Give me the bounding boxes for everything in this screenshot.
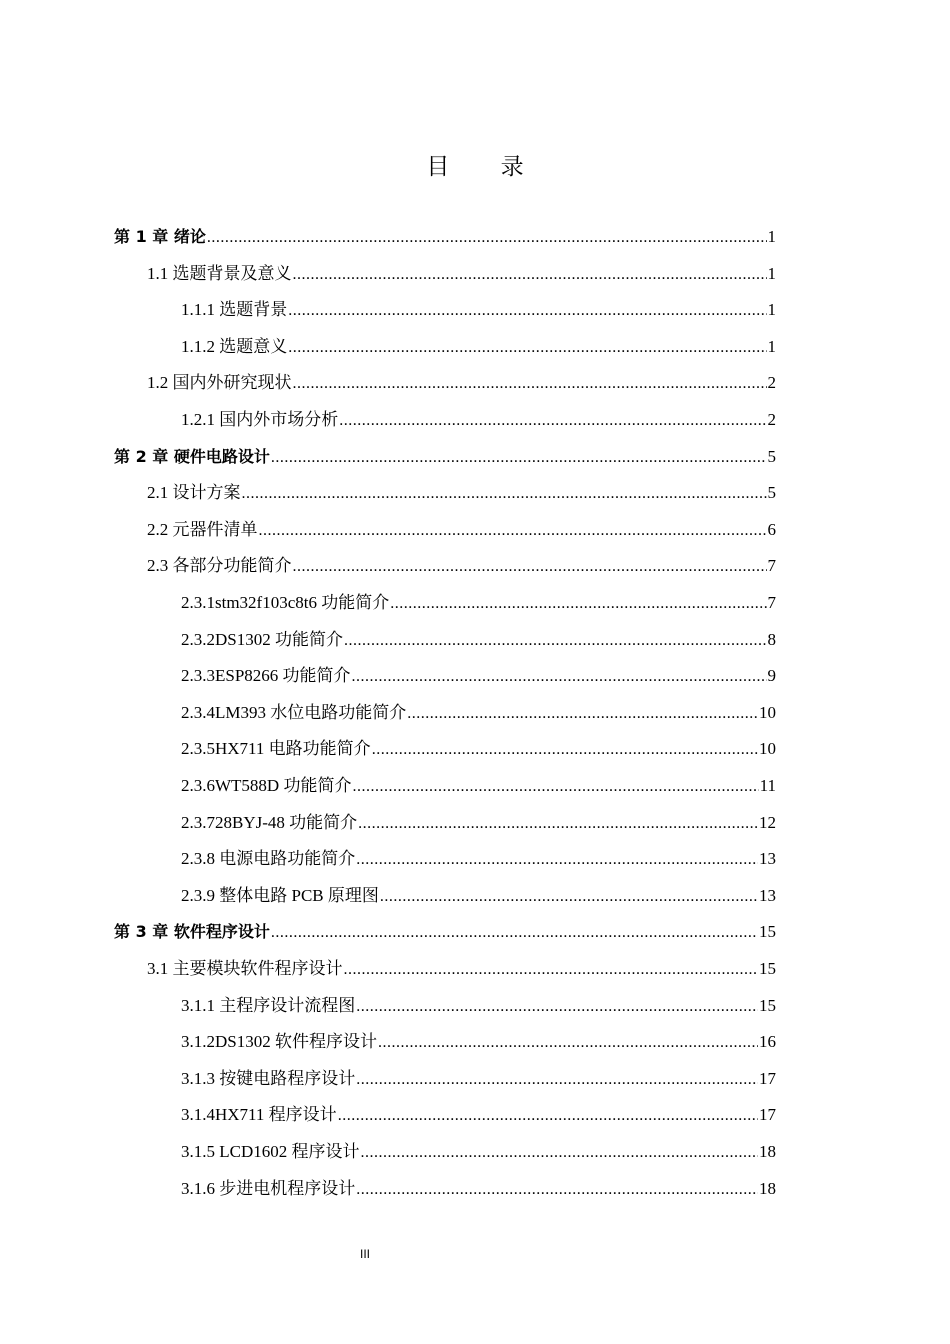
toc-entry-label: 第 1 章 绪论 xyxy=(114,227,206,246)
toc-entry-label: 3.1.4HX711 程序设计 xyxy=(181,1105,337,1125)
toc-entry-page: 2 xyxy=(767,410,776,429)
toc-entry-page: 15 xyxy=(759,922,776,942)
toc-entry[interactable] xyxy=(0,442,776,472)
toc-entry[interactable] xyxy=(0,844,776,874)
toc-dot-leader xyxy=(207,222,767,253)
toc-entry-page: 1 xyxy=(767,227,776,246)
toc-entry-page: 7 xyxy=(767,556,776,576)
toc-entry[interactable] xyxy=(0,588,776,618)
toc-entry-page: 2 xyxy=(767,373,776,393)
toc-entry-page: 5 xyxy=(767,483,776,503)
toc-entry-page: 13 xyxy=(759,885,776,905)
toc-entry-page: 9 xyxy=(767,666,776,686)
toc-entry[interactable] xyxy=(0,259,776,289)
toc-dot-leader xyxy=(407,698,758,729)
toc-dot-leader xyxy=(356,1174,758,1205)
toc-entry[interactable] xyxy=(0,1174,776,1204)
toc-dot-leader xyxy=(338,1100,758,1131)
toc-entry[interactable] xyxy=(0,1064,776,1094)
toc-entry-label: 2.3.728BYJ-48 功能简介 xyxy=(181,812,358,832)
toc-dot-leader xyxy=(288,332,766,363)
toc-dot-leader xyxy=(356,1064,758,1095)
toc-entry[interactable] xyxy=(0,1100,776,1130)
toc-entry-page: 8 xyxy=(767,629,776,649)
toc-entry-page: 10 xyxy=(759,702,776,722)
toc-dot-leader xyxy=(390,588,766,619)
toc-dot-leader xyxy=(271,917,758,948)
toc-entry[interactable] xyxy=(0,405,776,435)
toc-entry-page: 1 xyxy=(767,300,776,320)
toc-entry-label: 3.1 主要模块软件程序设计 xyxy=(147,959,343,978)
toc-dot-leader xyxy=(378,1027,758,1058)
toc-dot-leader xyxy=(293,551,767,582)
toc-entry-label: 2.2 元器件清单 xyxy=(147,519,258,539)
toc-dot-leader xyxy=(293,259,767,290)
toc-entry-label: 2.3.8 电源电路功能简介 xyxy=(181,849,356,869)
toc-entry[interactable] xyxy=(0,478,776,508)
toc-dot-leader xyxy=(358,808,758,839)
toc-dot-leader xyxy=(339,405,766,436)
toc-entry-page: 17 xyxy=(759,1068,776,1088)
toc-entry[interactable] xyxy=(0,954,776,984)
toc-entry[interactable] xyxy=(0,771,776,801)
toc-dot-leader xyxy=(356,991,758,1022)
toc-dot-leader xyxy=(356,844,758,875)
toc-dot-leader xyxy=(242,478,767,509)
toc-entry-label: 1.1.2 选题意义 xyxy=(181,336,288,356)
toc-dot-leader xyxy=(352,771,758,802)
toc-entry[interactable] xyxy=(0,1137,776,1167)
toc-entry[interactable] xyxy=(0,1027,776,1057)
toc-entry[interactable] xyxy=(0,991,776,1021)
page-number-footer: III xyxy=(359,1247,370,1261)
toc-entry-page: 15 xyxy=(759,995,776,1015)
toc-entry-page: 6 xyxy=(767,519,776,539)
toc-entry-label: 3.1.6 步进电机程序设计 xyxy=(181,1178,356,1198)
toc-entry-label: 2.3.5HX711 电路功能简介 xyxy=(181,739,371,759)
toc-dot-leader xyxy=(344,625,767,656)
toc-entry-page: 17 xyxy=(759,1105,776,1125)
toc-entry[interactable] xyxy=(0,368,776,398)
toc-entry[interactable] xyxy=(0,625,776,655)
toc-entry-page: 1 xyxy=(767,336,776,356)
toc-dot-leader xyxy=(361,1137,759,1168)
toc-dot-leader xyxy=(352,661,767,692)
toc-entry-page: 5 xyxy=(767,446,776,466)
toc-dot-leader xyxy=(372,734,758,765)
toc-entry[interactable] xyxy=(0,734,776,764)
toc-entry-label: 3.1.1 主程序设计流程图 xyxy=(181,995,356,1015)
toc-dot-leader xyxy=(344,954,759,985)
toc-entry-label: 3.1.2DS1302 软件程序设计 xyxy=(181,1032,377,1052)
toc-dot-leader xyxy=(288,295,766,326)
toc-entry-label: 第 2 章 硬件电路设计 xyxy=(114,446,270,466)
toc-entry-page: 15 xyxy=(759,959,776,978)
toc-dot-leader xyxy=(259,515,767,546)
toc-entry-label: 2.3.2DS1302 功能简介 xyxy=(181,629,343,649)
toc-entry-page: 12 xyxy=(759,812,776,832)
toc-entry[interactable] xyxy=(0,515,776,545)
toc-entry-page: 1 xyxy=(767,263,776,283)
toc-entry-label: 1.2 国内外研究现状 xyxy=(147,373,292,393)
toc-entry[interactable] xyxy=(0,661,776,691)
toc-entry[interactable] xyxy=(0,917,776,947)
toc-entry-page: 13 xyxy=(759,849,776,869)
toc-entry[interactable] xyxy=(0,295,776,325)
toc-entry-page: 10 xyxy=(759,739,776,759)
toc-entry-label: 3.1.5 LCD1602 程序设计 xyxy=(181,1142,360,1161)
toc-entry-label: 1.2.1 国内外市场分析 xyxy=(181,410,339,429)
page-title: 目 录 xyxy=(426,154,546,180)
toc-entry-page: 16 xyxy=(759,1032,776,1052)
toc-entry-label: 2.3.6WT588D 功能简介 xyxy=(181,776,352,795)
toc-entry[interactable] xyxy=(0,222,776,252)
toc-entry-label: 2.1 设计方案 xyxy=(147,483,241,503)
toc-entry[interactable] xyxy=(0,808,776,838)
toc-entry-label: 2.3.1stm32f103c8t6 功能简介 xyxy=(181,593,390,612)
toc-entry-label: 2.3.3ESP8266 功能简介 xyxy=(181,666,351,686)
toc-entry[interactable] xyxy=(0,698,776,728)
toc-entry-label: 2.3 各部分功能简介 xyxy=(147,556,292,576)
toc-entry-page: 11 xyxy=(759,776,776,795)
toc-dot-leader xyxy=(293,368,767,399)
toc-entry-label: 1.1 选题背景及意义 xyxy=(147,263,292,283)
toc-entry-label: 2.3.4LM393 水位电路功能简介 xyxy=(181,702,407,722)
toc-entry-page: 18 xyxy=(759,1178,776,1198)
toc-dot-leader xyxy=(380,881,758,912)
toc-entry-label: 第 3 章 软件程序设计 xyxy=(114,922,270,942)
toc-entry[interactable] xyxy=(0,332,776,362)
toc-entry-page: 7 xyxy=(767,593,776,612)
toc-entry-label: 2.3.9 整体电路 PCB 原理图 xyxy=(181,885,379,905)
toc-dot-leader xyxy=(271,442,767,473)
toc-entry-page: 18 xyxy=(759,1142,776,1161)
toc-entry-label: 3.1.3 按键电路程序设计 xyxy=(181,1068,356,1088)
toc-entry[interactable] xyxy=(0,881,776,911)
toc-entry[interactable] xyxy=(0,551,776,581)
toc-entry-label: 1.1.1 选题背景 xyxy=(181,300,288,320)
